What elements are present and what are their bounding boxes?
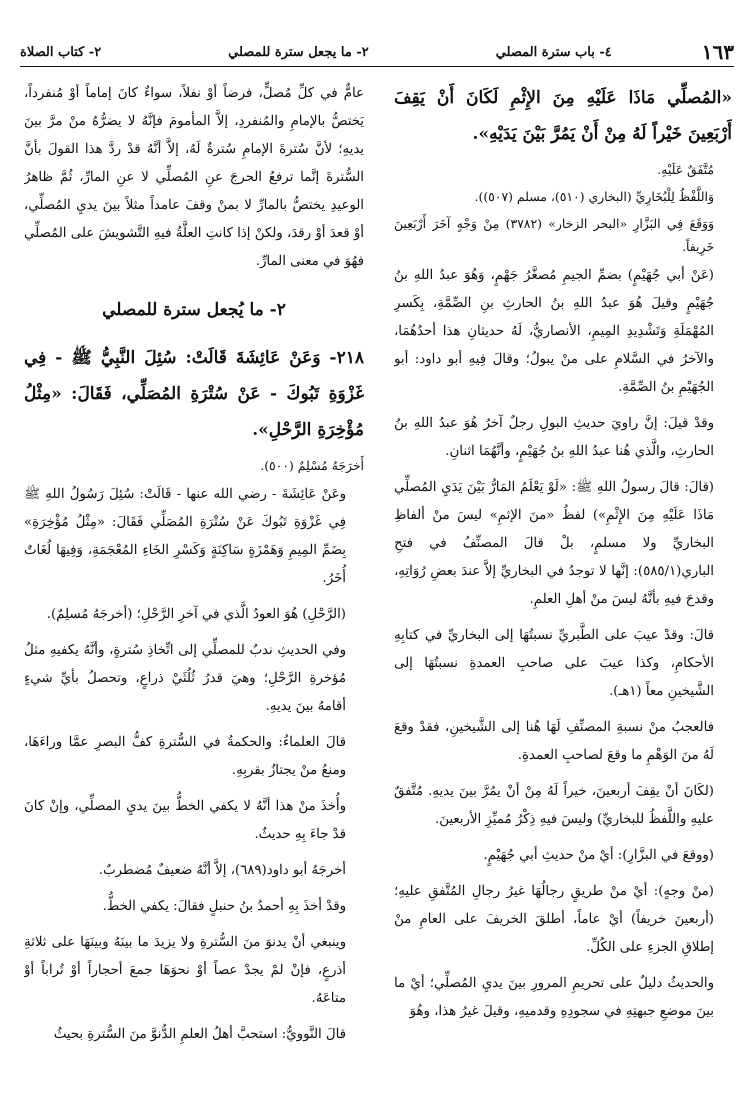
right-column-paragraph: وَوَقَعَ فِي البَزَّارِ «البحر الزخار» (٣٧٨٢) مِنْ وَجْهٍ آخَرَ أَرْبَعِينَ خَرِيفاً. bbox=[394, 216, 714, 254]
right-column bbox=[394, 80, 732, 1089]
left-column-paragraph: عامٌّ في كلِّ مُصلٍّ، فرضاً أوْ نفلاً، سواءٌ كانَ إماماً أوْ مُنفرداً، يَختصُّ بالإمامِ والمُنفردِ، إلاَّ المأمومَ فإنَّهُ لا يضرُّهُ منْ مرَّ بينَ يديهِ؛ لأنَّ سُترةَ الإمامِ سُترةٌ لَهُ، إلاَّ أنَّهُ قدْ ردَّ هذا القولَ بأنَّ السُّترةَ إنَّما ترفعُ الحرجَ عنِ المُصلِّي لا عنِ المارِّ، ثُمَّ ظاهرُ الوعيدِ يختصُّ بالمارِّ لا بمنْ وقفَ عامداً مثلاً بينَ يديِ المُصلِّي، أوْ قعدَ أوْ رقدَ، ولكنْ إذا كانتِ العلَّةُ فيهِ التَّشويشَ على المُصلِّي فهُوَ في معنى المارِّ. bbox=[24, 86, 364, 269]
right-column-paragraph: والحديثُ دليلٌ على تحريمِ المرورِ بينَ يديِ المُصلِّي؛ أيْ ما بينَ موضعِ جبهتِهِ في سجودِهِ وقدميهِ، وقيلَ غيرُ هذا، وهُوَ bbox=[394, 976, 714, 1019]
left-column-paragraph: وفي الحديثِ ندبٌ للمصلِّي إلى اتِّخاذِ سُترةٍ، وأنَّهُ يكفيهِ مثلُ مُؤخرةِ الرَّحْلِ؛ وهيَ قدرُ ثُلُثَيْ ذراعٍ، وتحصلُ بأيِّ شيءٍ أقامهُ بينَ يديهِ. bbox=[24, 643, 346, 714]
left-column-paragraph: ٢- ما يُجعل سترة للمصلي bbox=[102, 300, 286, 320]
left-column-paragraph: (الرَّحْلِ) هُوَ العودُ الَّذي في آخرِ الرَّحْلِ؛ (أخرجَهُ مُسلِمٌ). bbox=[46, 607, 346, 622]
right-column-paragraph: وقدْ قيلَ: إنَّ راويَ حديثِ البولِ رجلٌ آخرُ هُوَ عبدُ اللهِ بنُ الحارثِ، والَّذي هُنا عبدُ اللهِ بنُ جُهَيْمٍ، وأنَّهُمَا اثنانِ. bbox=[394, 416, 714, 459]
header-right-group bbox=[496, 40, 734, 64]
right-column-paragraph: فالعجبُ منْ نسبةِ المصنِّفِ لَهَا هُنا إلى الشَّيخينِ، فقدْ وقعَ لَهُ منَ الوَهْمِ ما وقعَ لصاحبِ العمدةِ. bbox=[394, 720, 714, 763]
header-rule bbox=[20, 66, 734, 67]
right-chapter-title: ٤- باب سترة المصلي bbox=[495, 44, 612, 60]
left-column-paragraph: قالَ العلماءُ: والحكمةُ في السُّترةِ كفُّ البصرِ عمَّا وراءَهَا، ومنعُ منْ يجتازُ بقربِهِ. bbox=[24, 735, 346, 778]
right-column-paragraph: (لكَانَ أنْ يقِفَ أربعينَ، خيراً لَهُ مِنْ أنْ يمُرَّ بينَ يديهِ. مُتَّفقٌ عليهِ واللَّفظُ للبخاريِّ) وليسَ فيهِ ذِكْرُ مُميِّزِ الأربعينَ. bbox=[394, 784, 714, 827]
right-column-paragraph: (ووقعَ في البزَّارِ): أيْ منْ حديثِ أبي جُهَيْمٍ. bbox=[483, 848, 714, 863]
right-column-paragraph: (منْ وجهٍ): أيْ منْ طريقٍ رجالُهَا غيرُ رجالِ المُتَّفقِ عليهِ؛ (أربعينَ خريفاً) أيْ عاماً، أطلقَ الخريفَ على العامِ منْ إطلاقِ الجزءِ على الكُلِّ. bbox=[394, 884, 714, 955]
right-column-paragraph: «المُصلِّي مَاذَا عَلَيْهِ مِنَ الإِثْمِ لَكَانَ أَنْ يَقِفَ أَرْبَعِينَ خَيْراً لَهُ مِنْ أَنْ يَمُرَّ بَيْنَ يَدَيْهِ». bbox=[394, 88, 732, 144]
page-header bbox=[20, 40, 734, 64]
left-chapter-title: ٢- كتاب الصلاة bbox=[20, 44, 102, 60]
right-column-paragraph: قالَ: وقدْ عيبَ على الطَّبريِّ نسبتُهَا إلى البخاريِّ في كتابِهِ الأحكامِ، وكذا عيبَ على صاحبِ العمدةِ نسبتُهَا إلى الشَّيخينِ معاً (١هـ). bbox=[394, 628, 714, 699]
left-column-paragraph: وقدْ أخذَ بِهِ أحمدُ بنُ حنبلٍ فقالَ: يكفي الخطُّ. bbox=[102, 899, 346, 914]
page-number: ١٦٣ bbox=[701, 40, 734, 64]
right-column-paragraph: (قالَ: قالَ رسولُ اللهِ ﷺ: «لَوْ يَعْلَمُ المَارُّ بَيْنَ يَدَيِ المُصلِّي مَاذَا عَلَيْهِ مِنَ الإِثْمِ») لفظُ «منَ الإثمِ» ليسَ منْ ألفاظِ البخاريِّ ولا مسلمٍ، بلْ قالَ المصنِّفُ في فتحِ الباري(٥٨٥/١): إنَّها لا توجدُ في البخاريِّ إلاَّ عندَ بعضِ رُوَاتِهِ، وقدحَ فيهِ بأنَّهُ ليسَ منْ أهلِ العلمِ. bbox=[394, 480, 714, 607]
left-column-paragraph: قالَ النَّوويُّ: استحبَّ أهلُ العلمِ الدُّنوَّ منَ السُّترةِ بحيثُ bbox=[53, 1027, 346, 1042]
left-column-paragraph: وينبغي أنْ يدنوَ منَ السُّترةِ ولا يزيدَ ما بينَهُ وبينَهَا على ثلاثةِ أذرعٍ، فإنْ لمْ يجدْ عصاً أوْ نحوَهَا جمعَ أحجاراً أوْ تُراباً أوْ متاعَهُ. bbox=[24, 935, 346, 1006]
right-column-paragraph: وَاللَّفْظُ لِلْبُخَارِيِّ (البخاري (٥١٠)، مسلم (٥٠٧)). bbox=[474, 189, 714, 204]
right-column-paragraph: مُتَّفَقٌ عَلَيْهِ. bbox=[657, 162, 714, 177]
middle-chapter-title: ٢- ما يجعل سترة للمصلي bbox=[228, 44, 369, 60]
right-column-paragraph: (عَنْ أبي جُهَيْمٍ) بضمِّ الجيمِ مُصغَّرُ جَهْمٍ، وَهُوَ عبدُ اللهِ بنُ جُهَيْمٍ وقيلَ هُوَ عبدُ اللهِ بنُ الحارثِ بنِ الصِّمَّةِ، بِكَسرِ المُهْمَلَةِ وَتَشْدِيدِ المِيمِ، الأنصاريُّ، لَهُ حديثانِ هذا أحدُهُمَا، والآخرُ في السَّلامِ على منْ يبولُ؛ وقالَ فِيهِ أبو داود: أبو الجُهَيْمِ بنُ الصِّمَّةِ. bbox=[394, 268, 714, 395]
left-column bbox=[24, 80, 364, 1089]
left-column-paragraph: ٢١٨- وَعَنْ عَائِشَةَ قَالَتْ: سُئِلَ النَّبِيُّ ﷺ - فِي غَزْوَةِ تَبُوكَ - عَنْ سُتْرَةِ المُصَلِّي، فَقَالَ: «مِثْلُ مُؤْخِرَةِ الرَّحْلِ». bbox=[24, 348, 364, 440]
left-column-paragraph: وعَنْ عَائِشَةَ - رضي الله عنها - قَالَتْ: سُئِلَ رَسُولُ اللهِ ﷺ فِي غَزْوَةِ تَبُوكَ عَنْ سُتْرَةِ المُصَلِّي فَقَالَ: «مِثْلُ مُؤْخِرَةِ» بِضَمِّ المِيمِ وَهَمْزَةٍ سَاكِنَةٍ وَكَسْرِ الخَاءِ المُعْجَمَةِ، وَفِيهَا لُغَاتٌ أُخَرُ. bbox=[24, 487, 346, 586]
left-column-paragraph: أخرجَهُ أبو داود(٦٨٩)، إلاَّ أنَّهُ ضعيفٌ مُضطربٌ. bbox=[98, 863, 346, 878]
left-column-paragraph: أَخرَجَهُ مُسْلِمٌ (٥٠٠). bbox=[260, 458, 364, 473]
left-column-paragraph: وأُخذَ منْ هذا أنَّهُ لا يكفي الخطُّ بينَ يديِ المصلِّي، وإنْ كانَ قدْ جاءَ بِهِ حديثٌ. bbox=[24, 799, 346, 842]
